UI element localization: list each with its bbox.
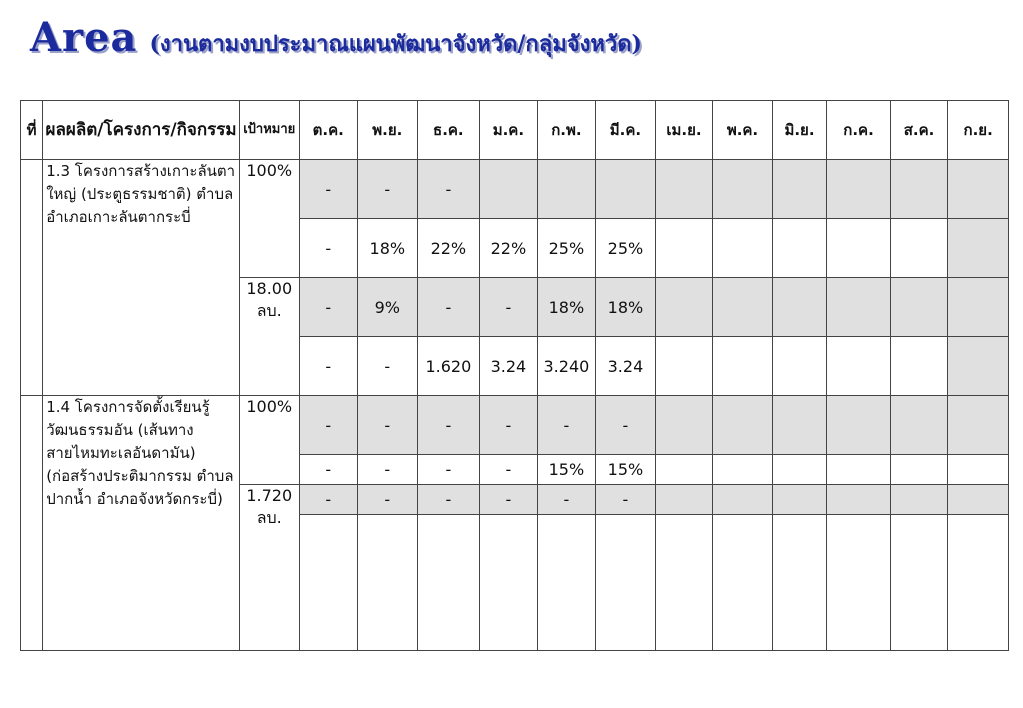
month-cell: -: [358, 485, 418, 515]
month-cell: [713, 337, 773, 396]
month-cell: -: [480, 455, 538, 485]
month-cell: [827, 160, 891, 219]
month-cell: [713, 455, 773, 485]
month-cell: [948, 219, 1009, 278]
month-cell: 18%: [596, 278, 656, 337]
month-cell: [713, 219, 773, 278]
month-cell: -: [299, 160, 358, 219]
month-cell: [772, 396, 826, 455]
month-cell: 15%: [596, 455, 656, 485]
header-month: ธ.ค.: [417, 101, 480, 160]
month-cell: [890, 485, 948, 515]
month-cell: [948, 278, 1009, 337]
month-cell: [890, 278, 948, 337]
target-budget: 18.00 ลบ.: [239, 278, 299, 396]
month-cell: [890, 515, 948, 651]
header-month: ต.ค.: [299, 101, 358, 160]
table-row: [21, 160, 1009, 219]
month-cell: [827, 396, 891, 455]
header-month: พ.ย.: [358, 101, 418, 160]
header-row: [21, 101, 1009, 160]
month-cell: 15%: [537, 455, 596, 485]
month-cell: -: [299, 485, 358, 515]
project-name: 1.4 โครงการจัดตั้งเรียนรู้วัฒนธรรมอัน (เส้นทางสายไหมทะเลอันดามัน) (ก่อสร้างประติมากรรม ตำบลปากน้ำ อำเภอจังหวัดกระบี่): [43, 396, 240, 651]
month-cell: [480, 515, 538, 651]
month-cell: [655, 455, 713, 485]
month-cell: 22%: [480, 219, 538, 278]
title-subtitle: (งานตามงบประมาณแผนพัฒนาจังหวัด/กลุ่มจังหวัด): [149, 31, 642, 57]
month-cell: [772, 278, 826, 337]
month-cell: [772, 219, 826, 278]
target-budget: 1.720 ลบ.: [239, 485, 299, 651]
month-cell: -: [417, 396, 480, 455]
header-target: เป้าหมาย: [239, 101, 299, 160]
month-cell: 3.24: [480, 337, 538, 396]
header-month: พ.ค.: [713, 101, 773, 160]
month-cell: [713, 278, 773, 337]
title-main: Area: [30, 14, 138, 61]
target-percent: 100%: [239, 396, 299, 485]
month-cell: [890, 455, 948, 485]
month-cell: [655, 396, 713, 455]
month-cell: [655, 485, 713, 515]
month-cell: -: [358, 337, 418, 396]
month-cell: -: [480, 278, 538, 337]
month-cell: -: [299, 337, 358, 396]
month-cell: [827, 278, 891, 337]
header-month: มี.ค.: [596, 101, 656, 160]
month-cell: [827, 455, 891, 485]
month-cell: [417, 515, 480, 651]
month-cell: [827, 515, 891, 651]
month-cell: [890, 337, 948, 396]
table-row: [21, 396, 1009, 455]
month-cell: [655, 278, 713, 337]
header-month: ส.ค.: [890, 101, 948, 160]
header-month: ก.ค.: [827, 101, 891, 160]
month-cell: -: [417, 160, 480, 219]
row-index-cell: [21, 160, 43, 396]
month-cell: [713, 515, 773, 651]
month-cell: -: [358, 455, 418, 485]
month-cell: [890, 219, 948, 278]
month-cell: -: [299, 219, 358, 278]
month-cell: [655, 337, 713, 396]
month-cell: [596, 160, 656, 219]
month-cell: [772, 455, 826, 485]
month-cell: -: [358, 160, 418, 219]
month-cell: [655, 515, 713, 651]
month-cell: -: [417, 485, 480, 515]
month-cell: [772, 515, 826, 651]
month-cell: 25%: [596, 219, 656, 278]
month-cell: [948, 455, 1009, 485]
month-cell: 18%: [358, 219, 418, 278]
month-cell: [713, 396, 773, 455]
month-cell: [713, 485, 773, 515]
month-cell: [537, 160, 596, 219]
schedule-table: [20, 100, 1009, 651]
header-index: ที่: [21, 101, 43, 160]
month-cell: [948, 515, 1009, 651]
month-cell: 18%: [537, 278, 596, 337]
month-cell: [537, 515, 596, 651]
month-cell: [948, 396, 1009, 455]
header-product: ผลผลิต/โครงการ/กิจกรรม: [43, 101, 240, 160]
month-cell: [948, 160, 1009, 219]
header-month: ก.พ.: [537, 101, 596, 160]
month-cell: [827, 485, 891, 515]
month-cell: -: [480, 396, 538, 455]
month-cell: -: [480, 485, 538, 515]
page-title: [30, 14, 642, 74]
month-cell: [772, 485, 826, 515]
month-cell: [358, 515, 418, 651]
month-cell: -: [417, 278, 480, 337]
month-cell: [827, 337, 891, 396]
month-cell: 9%: [358, 278, 418, 337]
month-cell: [655, 219, 713, 278]
month-cell: -: [537, 485, 596, 515]
header-month: ก.ย.: [948, 101, 1009, 160]
month-cell: 3.24: [596, 337, 656, 396]
month-cell: [827, 219, 891, 278]
month-cell: -: [596, 485, 656, 515]
month-cell: [890, 396, 948, 455]
month-cell: -: [299, 455, 358, 485]
month-cell: -: [299, 396, 358, 455]
month-cell: [772, 160, 826, 219]
month-cell: [772, 337, 826, 396]
month-cell: -: [417, 455, 480, 485]
month-cell: -: [596, 396, 656, 455]
month-cell: [890, 160, 948, 219]
header-month: มิ.ย.: [772, 101, 826, 160]
month-cell: [948, 337, 1009, 396]
month-cell: 3.240: [537, 337, 596, 396]
header-month: เม.ย.: [655, 101, 713, 160]
header-month: ม.ค.: [480, 101, 538, 160]
target-percent: 100%: [239, 160, 299, 278]
month-cell: 22%: [417, 219, 480, 278]
month-cell: [596, 515, 656, 651]
month-cell: [948, 485, 1009, 515]
month-cell: [655, 160, 713, 219]
month-cell: -: [299, 278, 358, 337]
month-cell: 1.620: [417, 337, 480, 396]
month-cell: -: [358, 396, 418, 455]
project-name: 1.3 โครงการสร้างเกาะลันตาใหญ่ (ประตูธรรมชาติ) ตำบลอำเภอเกาะลันตากระบี่: [43, 160, 240, 396]
row-index-cell: [21, 396, 43, 651]
month-cell: [713, 160, 773, 219]
month-cell: -: [537, 396, 596, 455]
month-cell: 25%: [537, 219, 596, 278]
month-cell: [299, 515, 358, 651]
month-cell: [480, 160, 538, 219]
